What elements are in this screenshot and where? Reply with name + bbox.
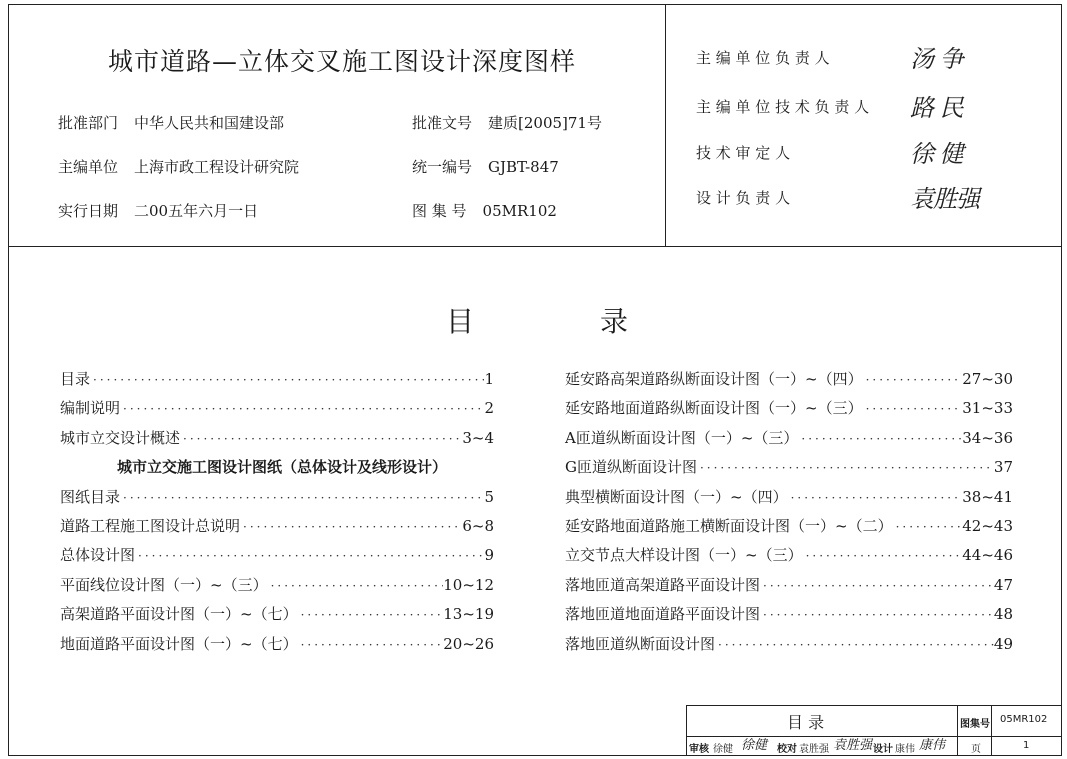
signature-row — [696, 185, 979, 213]
signature-row — [696, 94, 963, 122]
toc-entry[interactable]: A匝道纵断面设计图（一）~（三） ····· 34~36 — [565, 427, 1013, 456]
signature-row — [696, 140, 963, 168]
check-name: 袁胜强 — [799, 744, 829, 755]
design-name: 康伟 — [895, 744, 915, 755]
check-signature: 袁胜强 — [833, 738, 873, 753]
leader-dots — [863, 373, 963, 387]
toc-entry[interactable]: 立交节点大样设计图（一）~（三） ····· 44~46 — [565, 544, 1013, 573]
leader-dots — [90, 373, 484, 387]
toc-entry[interactable]: 编制说明 ····· 2 — [60, 397, 494, 426]
toc-entry[interactable]: 高架道路平面设计图（一）~（七） ····· 13~19 — [60, 603, 494, 632]
page-label: 页 — [971, 744, 981, 755]
editor-unit-label: 主编单位 — [58, 158, 119, 176]
effective-date-label: 实行日期 — [58, 202, 119, 220]
approval-doc-row — [412, 112, 602, 133]
leader-dots — [788, 491, 963, 505]
page-number: 1 — [1023, 740, 1030, 751]
atlas-no-row — [412, 200, 557, 221]
signature-role: 主 编 单 位 技 术 负 责 人 — [696, 98, 870, 116]
editor-unit-row — [58, 156, 299, 177]
editor-unit-value: 上海市政工程设计研究院 — [134, 158, 300, 176]
leader-dots — [863, 402, 963, 416]
atlas-title: 城市道路—立体交叉施工图设计深度图样 — [108, 47, 577, 76]
review-label: 审核 — [689, 744, 709, 755]
toc-entry[interactable]: G匝道纵断面设计图 ····· 37 — [565, 456, 1013, 485]
atlas-no-label: 图 集 号 — [412, 202, 467, 220]
leader-dots — [298, 638, 444, 652]
leader-dots — [798, 432, 962, 446]
leader-dots — [760, 579, 994, 593]
toc-right-column — [565, 368, 1013, 662]
unified-no-label: 统一编号 — [412, 158, 473, 176]
toc-entry[interactable]: 图纸目录 ····· 5 — [60, 486, 494, 515]
unified-no-value: GJBT-847 — [488, 158, 559, 176]
leader-dots — [803, 549, 963, 563]
toc-entry[interactable]: 地面道路平面设计图（一）~（七） ····· 20~26 — [60, 633, 494, 662]
signature-handwritten: 汤 争 — [910, 45, 963, 73]
signature-handwritten: 徐 健 — [910, 140, 963, 168]
design-label: 设计 — [873, 744, 893, 755]
toc-entry[interactable]: 落地匝道纵断面设计图 ····· 49 — [565, 633, 1013, 662]
toc-entry[interactable]: 总体设计图 ····· 9 — [60, 544, 494, 573]
toc-title-char: 录 — [600, 305, 629, 338]
leader-dots — [180, 432, 462, 446]
toc-title-char: 目 — [446, 305, 475, 338]
toc-entry[interactable]: 城市立交设计概述 ····· 3~4 — [60, 427, 494, 456]
leader-dots — [715, 638, 994, 652]
leader-dots — [135, 549, 484, 563]
leader-dots — [120, 491, 484, 505]
toc-entry[interactable]: 延安路地面道路施工横断面设计图（一）~（二） ····· 42~43 — [565, 515, 1013, 544]
signature-handwritten: 袁胜强 — [910, 185, 979, 213]
approval-dept-row — [58, 112, 284, 133]
header-divider — [8, 246, 1061, 247]
approval-dept-label: 批准部门 — [58, 114, 119, 132]
effective-date-row — [58, 200, 258, 221]
toc-left-column — [60, 368, 494, 662]
signature-role: 设 计 负 责 人 — [696, 189, 791, 207]
leader-dots — [268, 579, 444, 593]
approval-doc-label: 批准文号 — [412, 114, 473, 132]
title-block — [686, 705, 1061, 755]
leader-dots — [893, 520, 963, 534]
leader-dots — [298, 608, 444, 622]
design-signature: 康伟 — [919, 738, 946, 753]
effective-date-value: 二00五年六月一日 — [134, 202, 259, 220]
toc-entry[interactable]: 落地匝道地面道路平面设计图 ····· 48 — [565, 603, 1013, 632]
toc-entry[interactable]: 目录 ····· 1 — [60, 368, 494, 397]
check-label: 校对 — [777, 744, 797, 755]
title-block-rule — [957, 706, 958, 755]
leader-dots — [240, 520, 462, 534]
unified-no-row — [412, 156, 559, 177]
review-name: 徐健 — [713, 744, 733, 755]
toc-entry[interactable]: 延安路高架道路纵断面设计图（一）~（四） ····· 27~30 — [565, 368, 1013, 397]
leader-dots — [760, 608, 994, 622]
title-block-atlas-no: 05MR102 — [1000, 714, 1048, 725]
leader-dots — [697, 461, 994, 475]
signature-row — [696, 45, 963, 73]
approval-dept-value: 中华人民共和国建设部 — [134, 114, 285, 132]
review-signature: 徐健 — [741, 738, 768, 753]
toc-entry[interactable]: 落地匝道高架道路平面设计图 ····· 47 — [565, 574, 1013, 603]
header-vertical-divider — [665, 4, 666, 246]
signature-role: 主 编 单 位 负 责 人 — [696, 49, 830, 67]
signature-role: 技 术 审 定 人 — [696, 144, 791, 162]
sheet-title: 目 录 — [787, 713, 825, 732]
title-block-rule — [991, 706, 992, 755]
approval-doc-value: 建质[2005]71号 — [488, 114, 602, 132]
title-block-atlas-label: 图集号 — [960, 719, 990, 730]
toc-entry[interactable]: 道路工程施工图设计总说明 ····· 6~8 — [60, 515, 494, 544]
toc-title — [446, 300, 628, 340]
leader-dots — [120, 402, 484, 416]
toc-entry[interactable]: 延安路地面道路纵断面设计图（一）~（三） ····· 31~33 — [565, 397, 1013, 426]
atlas-no-value: 05MR102 — [482, 202, 557, 220]
toc-entry[interactable]: 典型横断面设计图（一）~（四） ····· 38~41 — [565, 486, 1013, 515]
toc-section-heading: 城市立交施工图设计图纸（总体设计及线形设计） — [116, 458, 447, 477]
signature-handwritten: 路 民 — [910, 94, 963, 122]
toc-entry[interactable]: 平面线位设计图（一）~（三） ····· 10~12 — [60, 574, 494, 603]
